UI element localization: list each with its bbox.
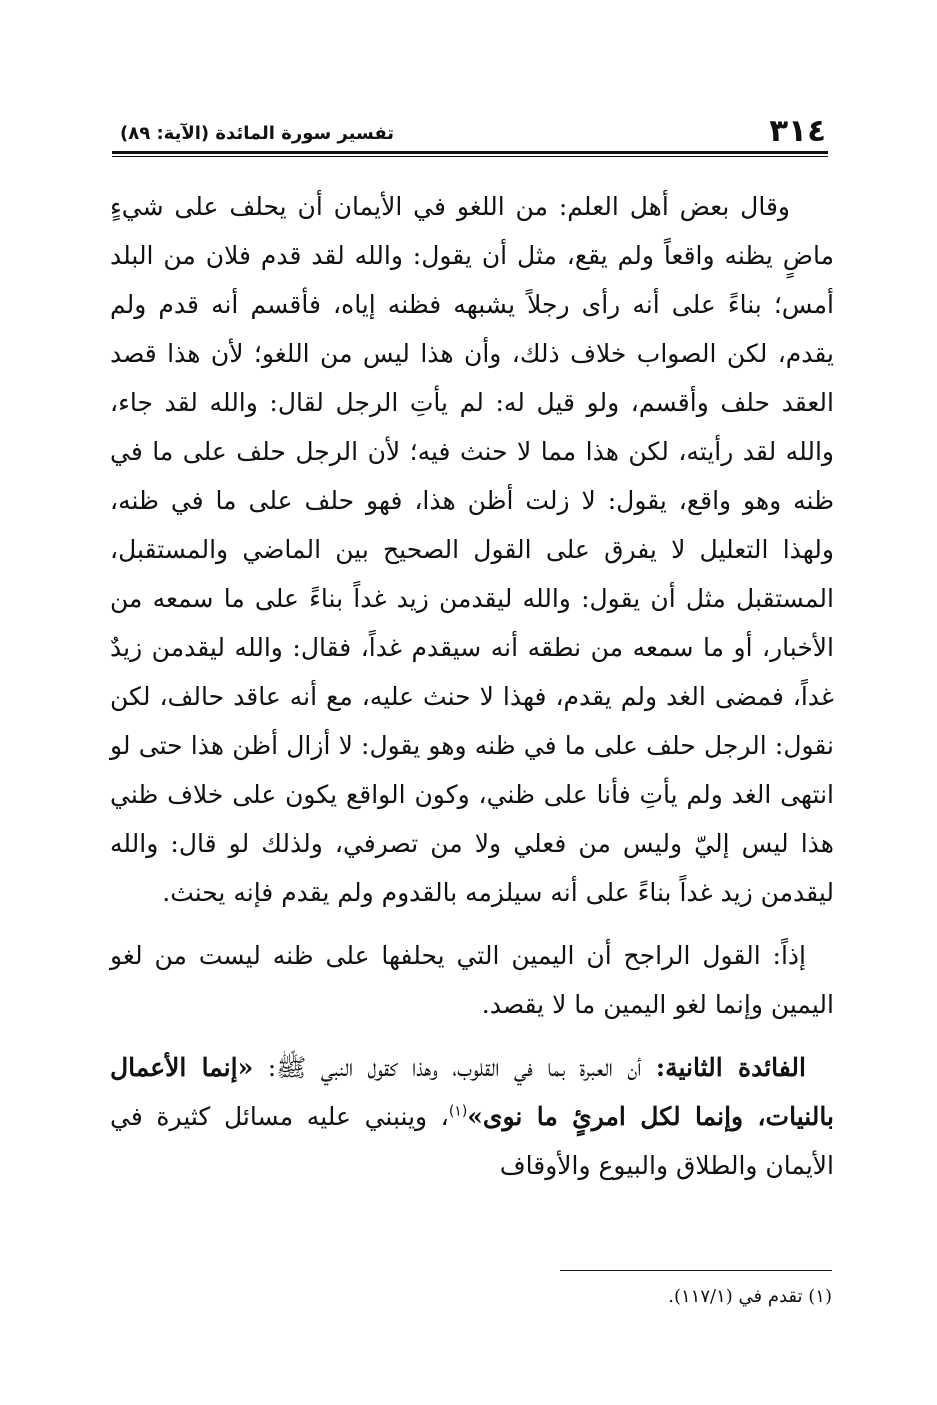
running-title: تفسير سورة المائدة (الآية: ٨٩) — [120, 123, 395, 144]
page-number: ٣١٤ — [769, 113, 826, 149]
paragraph-3-continuation: ، وينبني عليه مسائل كثيرة في الأيمان والطلاق والبيوع والأوقاف — [110, 1102, 834, 1180]
header-rule — [112, 151, 828, 154]
main-text — [110, 182, 834, 1204]
footnote-ref: (١) — [448, 1103, 468, 1120]
paragraph-3-text: أن العبرة بما في القلوب، وهذا كقول النبي ﷺ: — [253, 1053, 656, 1082]
paragraph-3 — [110, 1043, 834, 1190]
running-head — [120, 108, 826, 148]
footnote-rule — [560, 1270, 832, 1271]
footnote-1: (١) تقدم في (١١٧/١). — [668, 1286, 832, 1307]
benefit-heading: الفائدة الثانية: — [655, 1053, 806, 1082]
paragraph-1: وقال بعض أهل العلم: من اللغو في الأيمان أن يحلف على شيءٍ ماضٍ يظنه واقعاً ولم يقع، مثل أن يقول: والله لقد قدم فلان من البلد أمس؛ بناءً على أنه رأى رجلاً يشبهه فظنه إياه، فأقسم أنه قدم ولم يقدم، لكن الصواب خلاف ذلك، وأن هذا ليس من اللغو؛ لأن هذا قصد العقد حلف وأقسم، ولو قيل له: لم يأتِ الرجل لقال: والله لقد جاء، والله لقد رأيته، لكن هذا مما لا حنث فيه؛ لأن الرجل حلف على ما في ظنه وهو واقع، يقول: لا زلت أظن هذا، فهو حلف على ما في ظنه، ولهذا التعليل لا يفرق على القول الصحيح بين الماضي والمستقبل، المستقبل مثل أن يقول: والله ليقدمن زيد غداً بناءً على ما سمعه من الأخبار، أو ما سمعه من نطقه أنه سيقدم غداً، فقال: والله ليقدمن زيدٌ غداً، فمضى الغد ولم يقدم، فهذا لا حنث عليه، مع أنه عاقد حالف، لكن نقول: الرجل حلف على ما في ظنه وهو يقول: لا أزال أظن هذا حتى لو انتهى الغد ولم يأتِ فأنا على ظني، وكون الواقع يكون على خلاف ظني هذا ليس إليّ وليس من فعلي ولا من تصرفي، ولذلك لو قال: والله ليقدمن زيد غداً بناءً على أنه سيلزمه بالقدوم ولم يقدم فإنه يحنث. — [110, 192, 834, 907]
hadith-quote: «إنما الأعمال بالنيات، وإنما لكل امرئٍ ما نوى» — [110, 1053, 834, 1131]
header-rule-thin — [112, 156, 828, 157]
paragraph-2: إذاً: القول الراجح أن اليمين التي يحلفها على ظنه ليست من لغو اليمين وإنما لغو اليمين ما لا يقصد. — [110, 941, 834, 1019]
